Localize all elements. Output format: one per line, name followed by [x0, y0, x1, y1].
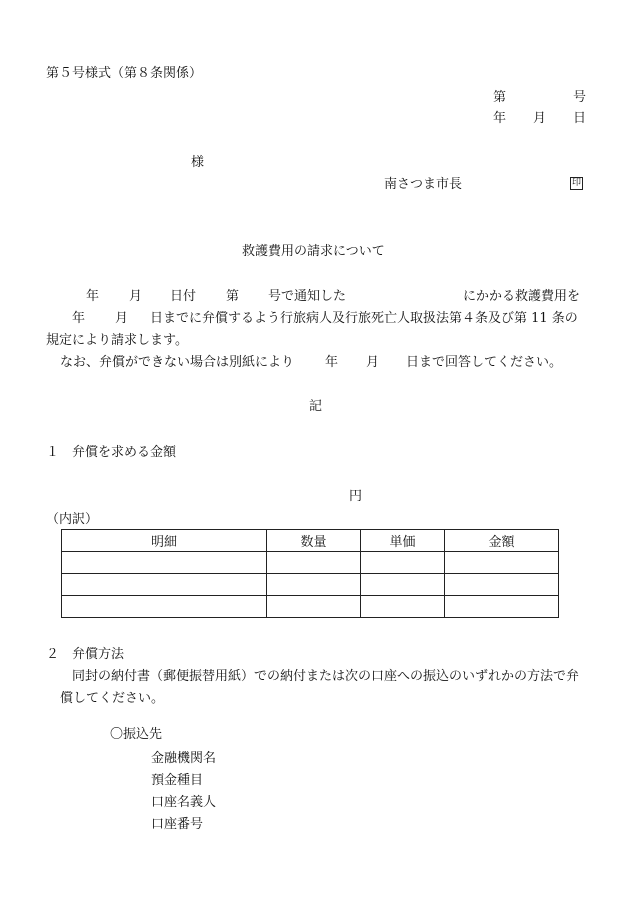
breakdown-label: （内訳） [46, 512, 99, 527]
transfer-label: 〇振込先 [110, 727, 163, 742]
seal-mark: 印 [571, 178, 581, 188]
field-account-holder: 口座名義人 [151, 795, 217, 810]
doc-no-suffix: 号 [573, 90, 587, 105]
yen-unit: 円 [349, 489, 363, 504]
body-l1-month: 月 [129, 289, 143, 304]
body-l1-dai: 第 [226, 289, 240, 304]
body-l4-head: なお、弁償ができない場合は別紙により [60, 355, 295, 370]
body-l2-year: 年 [72, 311, 86, 326]
table-cell [445, 596, 559, 618]
section1-heading: １ 弁償を求める金額 [46, 445, 177, 460]
body-l4-tail: 日まで回答してください。 [406, 355, 563, 370]
document-title: 救護費用の請求について [242, 244, 385, 259]
field-deposit-type: 預金種目 [151, 773, 204, 788]
table-cell [361, 574, 445, 596]
section2-heading: ２ 弁償方法 [46, 647, 125, 662]
body-l2-month: 月 [115, 311, 129, 326]
table-row [62, 552, 559, 574]
body-l1-year: 年 [86, 289, 100, 304]
breakdown-table [61, 529, 559, 618]
body-l1-day-attr: 日付 [170, 289, 197, 304]
table-cell [62, 596, 267, 618]
header-amount: 金額 [445, 530, 559, 552]
sender-name: 南さつま市長 [384, 177, 463, 192]
body-l1-go-notice: 号で通知した [268, 289, 347, 304]
table-cell [445, 574, 559, 596]
form-id: 第５号様式（第８条関係） [46, 66, 203, 81]
section2-para2: 償してください。 [60, 691, 165, 706]
doc-no-prefix: 第 [493, 90, 507, 105]
table-cell [267, 596, 361, 618]
table-cell [361, 552, 445, 574]
doc-date-month: 月 [533, 111, 547, 126]
body-l4-month: 月 [366, 355, 380, 370]
section2-para1: 同封の納付書（郵便振替用紙）での納付または次の口座への振込のいずれかの方法で弁 [72, 669, 580, 684]
header-quantity: 数量 [267, 530, 361, 552]
table-cell [62, 552, 267, 574]
table-row [62, 574, 559, 596]
header-details: 明細 [62, 530, 267, 552]
addressee-suffix: 様 [191, 155, 205, 170]
table-cell [267, 552, 361, 574]
ki-mark: 記 [309, 399, 323, 414]
field-bank-name: 金融機関名 [151, 751, 217, 766]
field-account-number: 口座番号 [151, 817, 204, 832]
table-row [62, 596, 559, 618]
table-cell [361, 596, 445, 618]
body-l4-year: 年 [325, 355, 339, 370]
table-cell [445, 552, 559, 574]
body-l2-tail: 日までに弁償するよう行旅病人及行旅死亡人取扱法第４条及び第 11 条の [150, 311, 578, 326]
header-unit-price: 単価 [361, 530, 445, 552]
body-l1-tail: にかかる救護費用を [463, 289, 581, 304]
doc-date-day: 日 [573, 111, 587, 126]
table-header-row [62, 530, 559, 552]
doc-date-year: 年 [493, 111, 507, 126]
table-cell [62, 574, 267, 596]
table-cell [267, 574, 361, 596]
body-l3: 規定により請求します。 [46, 333, 188, 348]
